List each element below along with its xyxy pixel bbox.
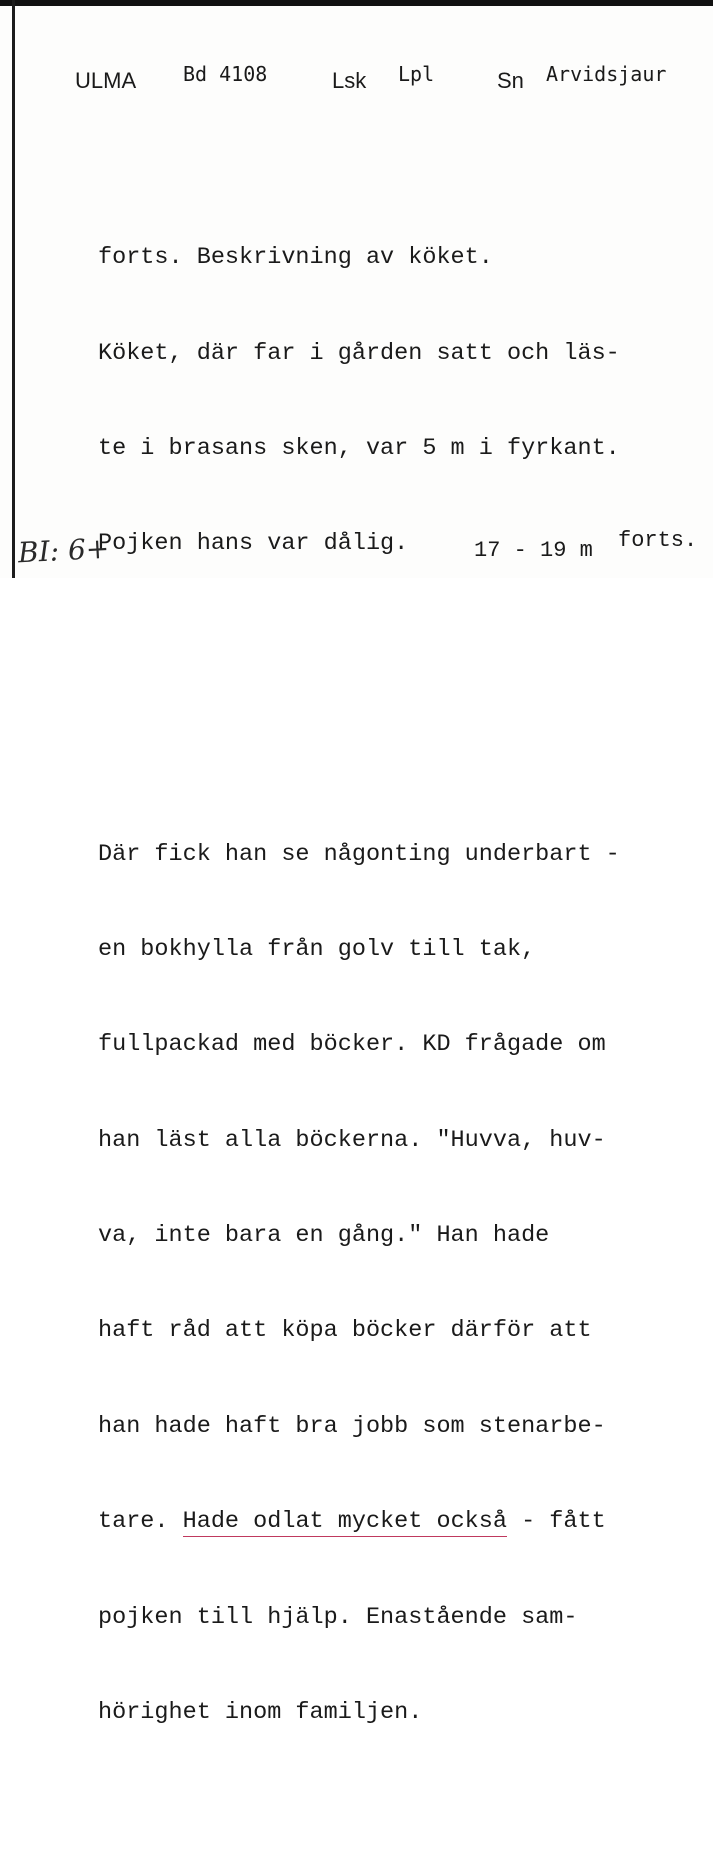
text-line: pojken till hjälp. Enastående sam-	[98, 1603, 578, 1631]
archive-label: ULMA	[75, 68, 137, 93]
text-line-highlighted	[98, 1506, 708, 1538]
lpl-label: Lpl	[398, 62, 435, 86]
paragraph-2	[98, 775, 708, 1793]
text-line: en bokhylla från golv till tak,	[98, 935, 536, 963]
parish-label: Sn	[497, 68, 524, 93]
text-line: Där fick han se någonting underbart -	[98, 840, 620, 868]
text-line: va, inte bara en gång." Han hade	[98, 1222, 550, 1250]
text-line: te i brasans sken, var 5 m i fyrkant.	[98, 434, 620, 462]
handwritten-reference: BI: 6+	[17, 531, 111, 570]
text-line: fullpackad med böcker. KD frågade om	[98, 1031, 606, 1059]
text-segment: tare.	[98, 1508, 183, 1536]
text-line: forts. Beskrivning av köket.	[98, 244, 493, 272]
continued-note: forts.	[618, 528, 698, 553]
top-border	[0, 0, 713, 6]
left-border	[12, 0, 15, 578]
text-line: Pojken hans var dålig.	[98, 530, 409, 558]
parish-name: Arvidsjaur	[546, 62, 667, 86]
text-line: Köket, där far i gården satt och läs-	[98, 339, 620, 367]
card-text	[98, 115, 708, 1856]
paragraph-gap	[98, 687, 708, 711]
underlined-phrase: Hade odlat mycket också	[182, 1508, 507, 1536]
lsk-label: Lsk	[332, 68, 367, 93]
text-line: hörighet inom familjen.	[98, 1699, 423, 1727]
text-segment: - fått	[506, 1508, 606, 1536]
paragraph-1	[98, 179, 708, 624]
volume-number: Bd 4108	[183, 62, 268, 86]
text-line: haft råd att köpa böcker därför att	[98, 1317, 592, 1345]
text-line: han läst alla böckerna. "Huvva, huv-	[98, 1126, 606, 1154]
page-range: 17 - 19 m	[474, 538, 593, 563]
text-line: han hade haft bra jobb som stenarbe-	[98, 1412, 606, 1440]
